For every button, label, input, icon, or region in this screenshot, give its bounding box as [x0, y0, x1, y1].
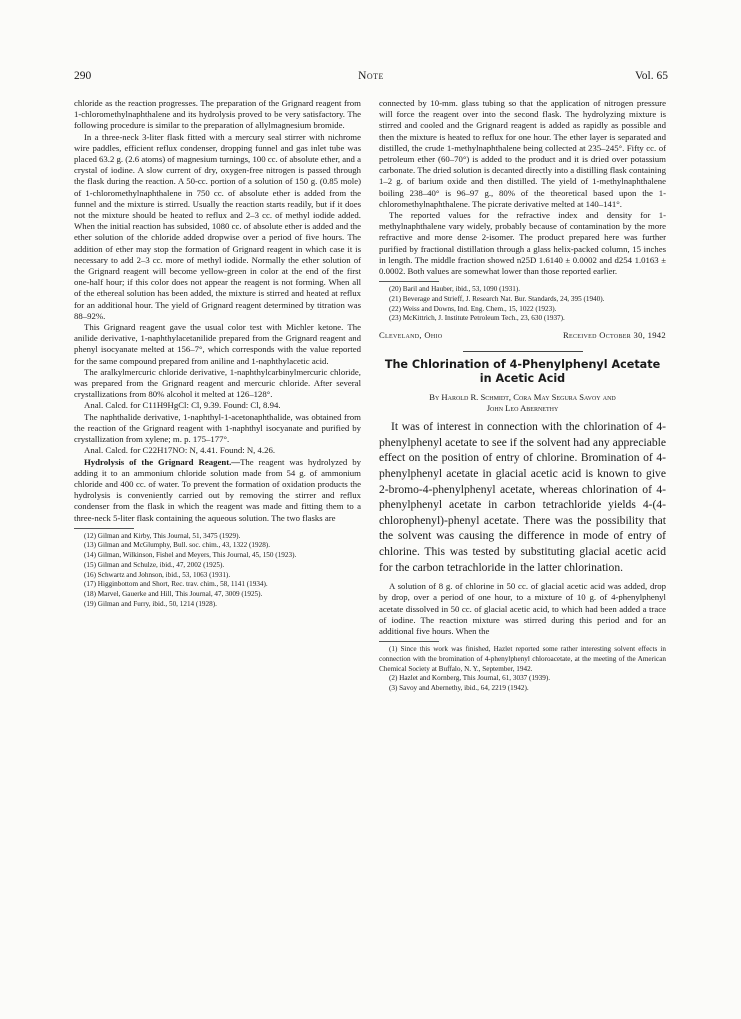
left-column	[74, 98, 361, 609]
right-column	[379, 98, 666, 694]
paragraph: The aralkylmercuric chloride derivative, 1-naphthylcarbinylmercuric chloride, was prepared from the Grignard reagent and mercuric chloride. After several crystallizations from 80% alcohol it melted at 126–128°.	[74, 366, 361, 400]
footnote: (12) Gilman and Kirby, This Journal, 51, 3475 (1929).	[84, 531, 241, 540]
footnote: (22) Weiss and Downs, Ind. Eng. Chem., 15, 1022 (1923).	[389, 304, 557, 313]
paragraph: The reported values for the refractive index and density for 1-methylnaphthalene vary widely, probably because of contamination by the more refractive and more dense 2-isomer. The product prepared here was further purified by fractional distillation through a glass helix-packed column, 15 inches in length. The middle fraction showed n25D 1.6140 ± 0.0002 and d254 1.0163 ± 0.0002. Both values are somewhat lower than those reported earlier.	[379, 210, 666, 277]
footnote: (16) Schwartz and Johnson, ibid., 53, 1063 (1931).	[84, 570, 231, 579]
footnote: (20) Baril and Hauber, ibid., 53, 1090 (1931).	[389, 285, 521, 294]
page-number: 290	[74, 70, 92, 82]
paragraph: chloride as the reaction progresses. The preparation of the Grignard reagent from 1-chloromethylnaphthalene and its hydrolysis proved to be very satisfactory. The following procedure is similar to the preparation of allylmagnesium bromide.	[74, 98, 361, 131]
intro-paragraph: It was of interest in connection with the chlorination of 4-phenylphenyl acetate to see if the solvent had any appreciable effect on the position of entry of chlorine. Bromination of 4-phenylphenyl acetate in glacial acetic acid is known to give 2-bromo-4-phenylphenyl acetate, whereas chlorination of 4-phenylphenyl acetate in carbon tetrachloride yields 4-(4-chlorophenyl)-phenyl acetate. There was the possibility that the solvent was causing the difference in mode of entry of chlorine. This was tested by substituting glacial acetic acid for the carbon tetrachloride in the latter chlorination.	[379, 420, 666, 574]
footnote: (21) Beverage and Strieff, J. Research Nat. Bur. Standards, 24, 395 (1940).	[389, 294, 605, 303]
procedure-paragraph: A solution of 8 g. of chlorine in 50 cc. of glacial acetic acid was added, drop by drop, over a period of one hour, to a mixture of 10 g. of 4-phenylphenyl acetate dissolved in 50 cc. of glacial acetic acid, to which had been added a trace of iodine. The reaction mixture was stirred during this period and for an additional five hours. When the	[379, 581, 666, 637]
footnote: (1) Since this work was finished, Hazlet reported some rather interesting solvent effects in connection with the bromination of 4-phenylphenyl chloroacetate, at the meeting of the American Chemical Society at Buffalo, N. Y., September, 1942.	[379, 645, 666, 673]
article-separator	[463, 351, 583, 352]
footnotes	[379, 645, 666, 694]
paragraph: In a three-neck 3-liter flask fitted with a mercury seal stirrer with nichrome wire paddles, efficient reflux condenser, dropping funnel and gas inlet tube was placed 63.2 g. (2.6 atoms) of magnesium turnings, 100 cc. of absolute ether, and a crystal of iodine. A slow current of dry, oxygen-free nitrogen is passed through the flask during the reaction. A 50-cc. portion of a solution of 150 g. (0.85 mole) of 1-chloromethylnaphthalene in 750 cc. of absolute ether is added from the funnel and the mixture is stirred. Usually the reaction starts readily, but if it does not the mixture should be heated to reflux and 2–3 cc. of methyl iodide added. When the initial reaction has subsided, 1080 cc. of absolute ether is added and the ether solution of the chloride added dropwise over a period of five hours. The addition of ether may stop the formation of Grignard reagent in which case it is necessary to add 2–3 cc. more of methyl iodide. Normally the ether solution of the Grignard reagent will become yellow-green in color at the end of the first one-half hour; if this color does not appear the reagent is not forming. When all of the ethereal solution has been added, the mixture is stirred and heated at reflux for an additional hour. The yield of Grignard reagent determined by titration was 88–92%.	[74, 131, 361, 321]
intro-block	[379, 419, 666, 575]
footnote: (14) Gilman, Wilkinson, Fishel and Meyers, This Journal, 45, 150 (1923).	[84, 551, 297, 560]
author-line: John Leo Abernethy	[486, 402, 559, 413]
footnote-rule	[74, 528, 134, 529]
paragraph: The naphthalide derivative, 1-naphthyl-1-acetonaphthalide, was obtained from the reaction of the Grignard reagent with 1-naphthyl isocyanate and purified by crystallization from xylene; m. p. 175–177°.	[74, 411, 361, 445]
analysis-line: Anal. Calcd. for C11H9HgCl: Cl, 9.39. Found: Cl, 8.94.	[84, 400, 281, 411]
analysis-line: Anal. Calcd. for C22H17NO: N, 4.41. Found: N, 4.26.	[84, 445, 276, 456]
paragraph-hydrolysis	[74, 457, 361, 524]
footnote: (13) Gilman and McGlumphy, Bull. soc. chim., 43, 1322 (1928).	[84, 541, 270, 550]
paragraph: This Grignard reagent gave the usual color test with Michler ketone. The anilide derivative, 1-naphthylacetanilide prepared from the Grignard reagent and phenyl isocyanate melted at 156–7°, which corresponds with the value reported for the same compound prepared from aniline and 1-naphthylacetic acid.	[74, 322, 361, 366]
footnote-rule	[379, 641, 439, 642]
footnote: (19) Gilman and Furry, ibid., 50, 1214 (1928).	[84, 599, 217, 608]
article-title: The Chlorination of 4-Phenylphenyl Acetate in Acetic Acid	[384, 358, 661, 386]
author-line: By Harold R. Schmidt, Cora May Segura Savoy and	[429, 392, 616, 403]
signoff-date: Received October 30, 1942	[562, 330, 666, 341]
footnotes	[379, 285, 666, 324]
page-header	[74, 70, 668, 86]
running-head: Note	[358, 70, 384, 82]
signoff-place: Cleveland, Ohio	[379, 330, 443, 341]
footnote: (2) Hazlet and Kornberg, This Journal, 61, 3037 (1939).	[389, 674, 551, 683]
footnote: (15) Gilman and Schulze, ibid., 47, 2002 (1925).	[84, 560, 225, 569]
volume-label: Vol. 65	[634, 70, 668, 82]
footnotes	[74, 532, 361, 610]
footnote-rule	[379, 281, 439, 282]
author-byline	[379, 392, 666, 413]
paragraph: connected by 10-mm. glass tubing so that the application of nitrogen pressure will force the reagent over into the second flask. The hydrolyzing mixture is stirred and cooled and the Grignard reagent is added as rapidly as possible and then the mixture is heated to reflux for one hour. The ether layer is separated and distilled, the crude 1-methylnaphthalene being collected at 235–245°. Fifty cc. of petroleum ether (60–70°) is added to the product and it is dried over potassium carbonate. The dried solution is decanted directly into a distilling flask containing 1–2 g. of barium oxide and then distilled. The yield of 1-methylnaphthalene boiling 238–40° is 96–97 g., 80% of the theoretical based upon the 1-chloromethylnaphthalene. The picrate derivative melted at 140–141°.	[379, 98, 666, 209]
signoff	[379, 330, 666, 341]
footnote: (3) Savoy and Abernethy, ibid., 64, 2219 (1942).	[389, 684, 529, 693]
paragraph-text: The reagent was hydrolyzed by adding it to an ammonium chloride solution made from 54 g. of ammonium chloride and 400 cc. of water. To prevent the formation of oxidation products the hydrolysis is conveniently carried out by removing the stirrer and reflux condenser from the flask in which the reagent was made and fitting them to a three-neck 5-liter flask containing the aqueous solution. The two flasks are	[74, 456, 361, 523]
section-heading: Hydrolysis of the Grignard Reagent.—	[84, 456, 241, 467]
footnote: (23) McKittrich, J. Institute Petroleum Tech., 23, 630 (1937).	[389, 314, 565, 323]
footnote: (18) Marvel, Gauerke and Hill, This Journal, 47, 3009 (1925).	[84, 589, 263, 598]
footnote: (17) Higginbottom and Short, Rec. trav. chim., 58, 1141 (1934).	[84, 580, 268, 589]
